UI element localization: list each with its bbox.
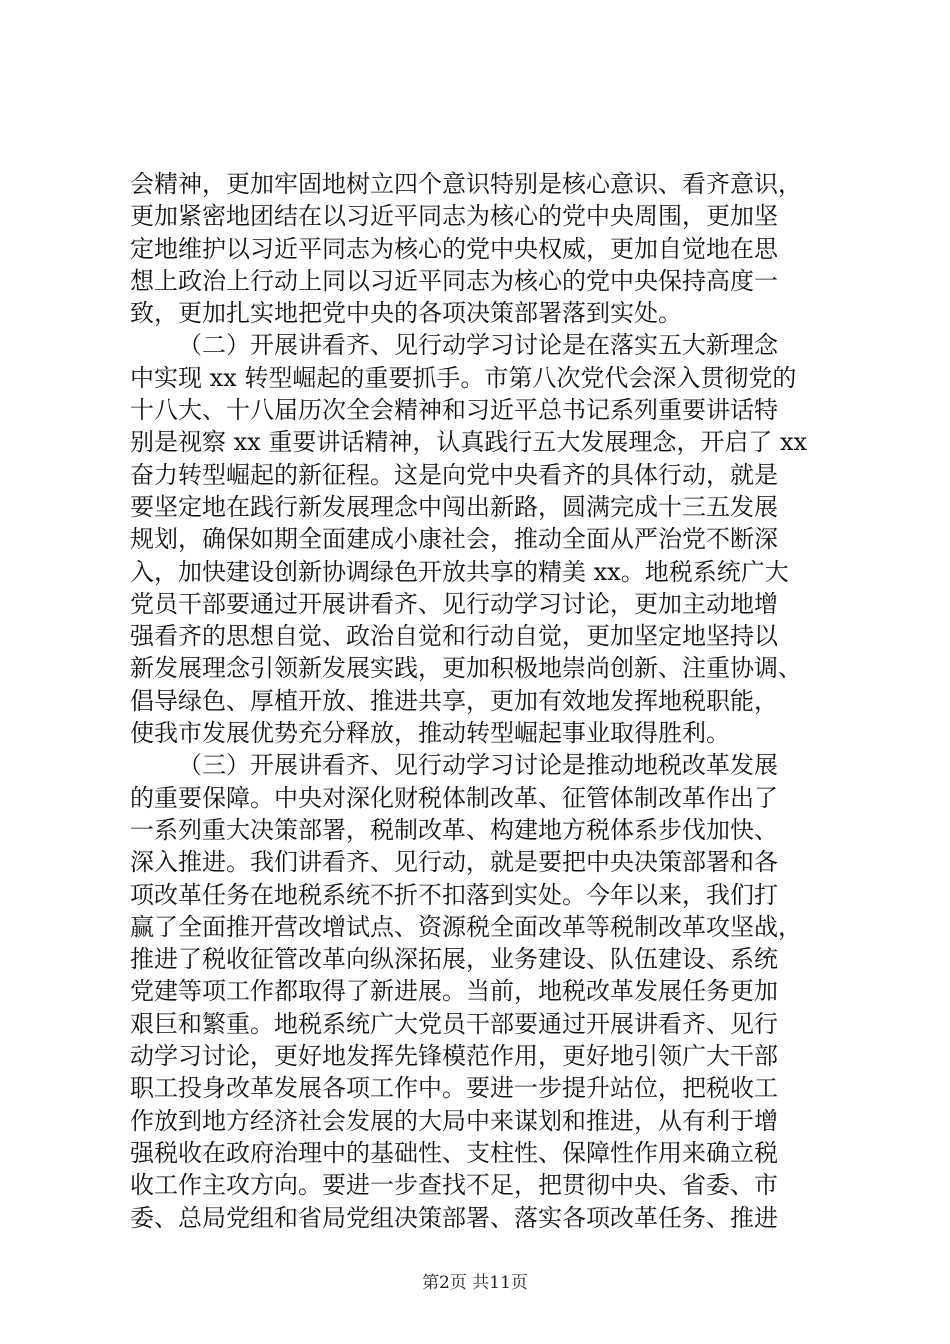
text-line: 一系列重大决策部署，税制改革、构建地方税体系步伐加快、 bbox=[130, 815, 778, 844]
text-line: 要坚定地在践行新发展理念中闯出新路，圆满完成十三五发展 bbox=[130, 492, 778, 521]
text-line: 奋力转型崛起的新征程。这是向党中央看齐的具体行动，就是 bbox=[130, 460, 778, 489]
text-line: 强税收在政府治理中的基础性、支柱性、保障性作用来确立税 bbox=[130, 1138, 778, 1167]
text-line: 职工投身改革发展各项工作中。要进一步提升站位，把税收工 bbox=[130, 1074, 778, 1103]
text-line: 更加紧密地团结在以习近平同志为核心的党中央周围，更加坚 bbox=[130, 202, 778, 231]
text-line: 党员干部要通过开展讲看齐、见行动学习讨论，更加主动地增 bbox=[130, 589, 778, 618]
text-line: 收工作主攻方向。要进一步查找不足，把贯彻中央、省委、市 bbox=[130, 1171, 778, 1200]
text-line: 委、总局党组和省局党组决策部署、落实各项改革任务、推进 bbox=[130, 1203, 778, 1232]
text-line: 会精神，更加牢固地树立四个意识特别是核心意识、看齐意识， bbox=[130, 170, 802, 198]
text-line: （三）开展讲看齐、见行动学习讨论是推动地税改革发展 bbox=[178, 751, 778, 780]
text-line: 的重要保障。中央对深化财税体制改革、征管体制改革作出了 bbox=[130, 783, 778, 812]
text-line: 新发展理念引领新发展实践，更加积极地崇尚创新、注重协调、 bbox=[130, 654, 802, 683]
text-line: 推进了税收征管改革向纵深拓展，业务建设、队伍建设、系统 bbox=[130, 945, 778, 974]
text-line: 别是视察 xx 重要讲话精神，认真践行五大发展理念，开启了 xx bbox=[130, 428, 808, 457]
text-line: 倡导绿色、厚植开放、推进共享，更加有效地发挥地税职能， bbox=[130, 686, 778, 715]
page-footer: 第2页 共11页 bbox=[422, 1273, 528, 1293]
text-line: 动学习讨论，更好地发挥先锋模范作用，更好地引领广大干部 bbox=[130, 1042, 778, 1071]
text-line: 想上政治上行动上同以习近平同志为核心的党中央保持高度一 bbox=[130, 266, 778, 295]
text-line: 中实现 xx 转型崛起的重要抓手。市第八次党代会深入贯彻党的 bbox=[130, 363, 797, 392]
document-body bbox=[130, 168, 830, 1234]
text-line: 党建等项工作都取得了新进展。当前，地税改革发展任务更加 bbox=[130, 977, 778, 1006]
text-line: 十八大、十八届历次全会精神和习近平总书记系列重要讲话特 bbox=[130, 396, 778, 425]
text-line: 项改革任务在地税系统不折不扣落到实处。今年以来，我们打 bbox=[130, 880, 778, 909]
text-line: （二）开展讲看齐、见行动学习讨论是在落实五大新理念 bbox=[178, 331, 778, 360]
text-line: 使我市发展优势充分释放，推动转型崛起事业取得胜利。 bbox=[130, 719, 730, 748]
text-line: 规划，确保如期全面建成小康社会，推动全面从严治党不断深 bbox=[130, 525, 778, 554]
text-line: 作放到地方经济社会发展的大局中来谋划和推进，从有利于增 bbox=[130, 1106, 778, 1135]
text-line: 赢了全面推开营改增试点、资源税全面改革等税制改革攻坚战， bbox=[130, 912, 802, 941]
text-line: 入，加快建设创新协调绿色开放共享的精美 xx。地税系统广大 bbox=[130, 557, 789, 586]
text-line: 艰巨和繁重。地税系统广大党员干部要通过开展讲看齐、见行 bbox=[130, 1009, 778, 1038]
text-line: 强看齐的思想自觉、政治自觉和行动自觉，更加坚定地坚持以 bbox=[130, 622, 778, 651]
text-line: 深入推进。我们讲看齐、见行动，就是要把中央决策部署和各 bbox=[130, 848, 778, 877]
text-line: 致，更加扎实地把党中央的各项决策部署落到实处。 bbox=[130, 299, 682, 328]
text-line: 定地维护以习近平同志为核心的党中央权威，更加自觉地在思 bbox=[130, 234, 778, 263]
